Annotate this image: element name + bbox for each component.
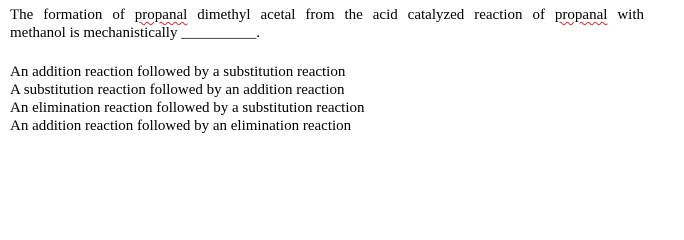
- answer-options: [10, 63, 365, 135]
- answer-option[interactable]: An addition reaction followed by a substitution reaction: [10, 64, 346, 80]
- question-segment: dimethyl acetal from the acid catalyzed reaction of: [187, 7, 555, 23]
- question-segment: .: [256, 25, 260, 41]
- question-text: [10, 6, 644, 42]
- answer-blank: __________: [181, 25, 257, 41]
- document-body: [10, 6, 645, 134]
- misspelled-word[interactable]: propanal: [134, 7, 188, 23]
- answer-option[interactable]: An elimination reaction followed by a substitution reaction: [10, 100, 365, 116]
- answer-option[interactable]: A substitution reaction followed by an addition reaction: [10, 82, 345, 98]
- question-line-1: [10, 6, 644, 24]
- question-line-2: [10, 24, 644, 42]
- misspelled-word[interactable]: propanal: [554, 7, 608, 23]
- question-segment: The formation of: [10, 7, 135, 23]
- question-segment: methanol is mechanistically: [10, 25, 182, 41]
- question-segment: with: [607, 7, 645, 23]
- answer-option[interactable]: An addition reaction followed by an elimination reaction: [10, 118, 352, 134]
